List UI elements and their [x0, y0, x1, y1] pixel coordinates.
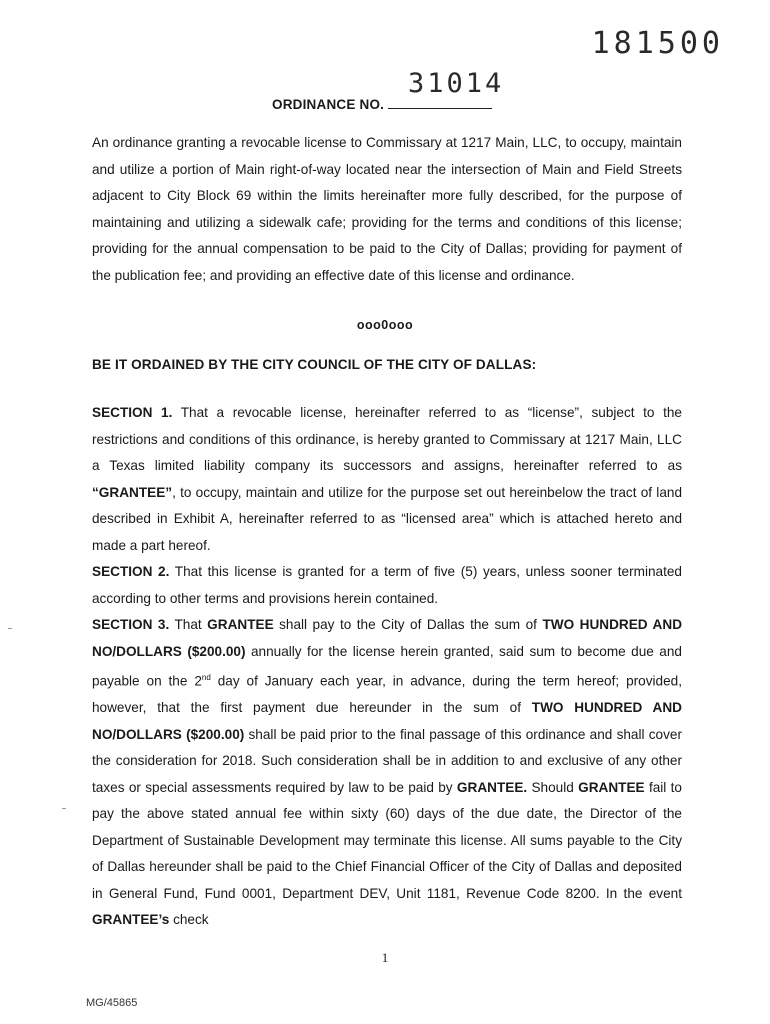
- section-3-t6: Should: [527, 779, 579, 795]
- ordinance-number: 31014: [408, 68, 505, 99]
- ordinance-heading: [272, 96, 492, 112]
- section-3-amount-1: TWO HUNDRED AND NO/DOLLARS ($200.00): [92, 617, 683, 659]
- ordinance-number-blank: [388, 96, 492, 109]
- section-1-label: SECTION 1.: [92, 405, 173, 420]
- ordinance-title-paragraph: [92, 130, 682, 289]
- section-3-t8: check: [169, 912, 209, 928]
- section-3-t4: day of January each year, in advance, during the term hereof; provided, however, that the first payment due hereunder in the sum of: [92, 673, 682, 716]
- section-3-sup: nd: [201, 673, 211, 682]
- section-3-grantee-3: GRANTEE: [578, 779, 645, 795]
- section-1: [92, 400, 682, 559]
- footer-document-code: MG/45865: [86, 997, 138, 1009]
- section-3-t5: shall be paid prior to the final passage of this ordinance and shall cover the consideration for 2018. Such consideration shall be in addition to and exclusive of any other taxes or special assessments required by law to be paid by: [92, 726, 682, 795]
- section-3-t7: fail to pay the above stated annual fee within sixty (60) days of the due date, the Director of the Department of Sustainable Development may terminate this license. All sums payable to the City of Dallas hereunder shall be paid to the Chief Financial Officer of the City of Dallas and deposited in General Fund, Fund 0001, Department DEV, Unit 1181, Revenue Code 8200. In the event: [92, 779, 682, 901]
- ordained-heading: BE IT ORDAINED BY THE CITY COUNCIL OF THE CITY OF DALLAS:: [92, 357, 537, 372]
- section-3-grantee: GRANTEE: [207, 617, 274, 632]
- ordinance-label: ORDINANCE NO.: [272, 97, 385, 112]
- section-2: [92, 559, 682, 612]
- section-3-t2: shall pay to the City of Dallas the sum of: [273, 617, 543, 632]
- section-3: [92, 612, 682, 934]
- section-1-text-b: , to occupy, maintain and utilize for the purpose set out hereinbelow the tract of land described in Exhibit A, hereinafter referred to as “licensed area” which is attached hereto and made a part hereof.: [92, 484, 682, 553]
- section-3-label: SECTION 3.: [92, 617, 170, 632]
- scan-speck: [8, 628, 12, 629]
- section-3-t1: That: [169, 617, 208, 632]
- sections-body: [92, 400, 682, 934]
- section-3-grantee-4: GRANTEE’s: [92, 912, 170, 928]
- section-1-text-a: That a revocable license, hereinafter referred to as “license”, subject to the restrictions and conditions of this ordinance, is hereby granted to Commissary at 1217 Main, LLC a Texas limited liability company its successors and assigns, hereinafter referred to as: [92, 405, 682, 473]
- page-number: 1: [381, 950, 389, 965]
- section-2-label: SECTION 2.: [92, 564, 170, 579]
- document-stamp-number: 181500: [591, 26, 724, 61]
- section-2-text: That this license is granted for a term of five (5) years, unless sooner terminated according to other terms and provisions herein contained.: [92, 564, 682, 606]
- section-3-amount-2: TWO HUNDRED AND NO/DOLLARS ($200.00): [92, 700, 682, 742]
- section-1-grantee: “GRANTEE”: [92, 484, 173, 500]
- section-divider: ooo0ooo: [356, 318, 414, 332]
- section-3-grantee-2: GRANTEE.: [456, 779, 528, 795]
- scan-speck: [62, 808, 66, 809]
- title-text: An ordinance granting a revocable license to Commissary at 1217 Main, LLC, to occupy, maintain and utilize a portion of Main right-of-way located near the intersection of Main and Field Streets adjacent to City Block 69 within the limits hereinafter more fully described, for the purpose of maintaining and utilizing a sidewalk cafe; providing for the terms and conditions of this license; providing for the annual compensation to be paid to the City of Dallas; providing for payment of the publication fee; and providing an effective date of this license and ordinance.: [92, 135, 682, 283]
- section-3-t3: annually for the license herein granted, said sum to become due and payable on the 2: [92, 643, 682, 689]
